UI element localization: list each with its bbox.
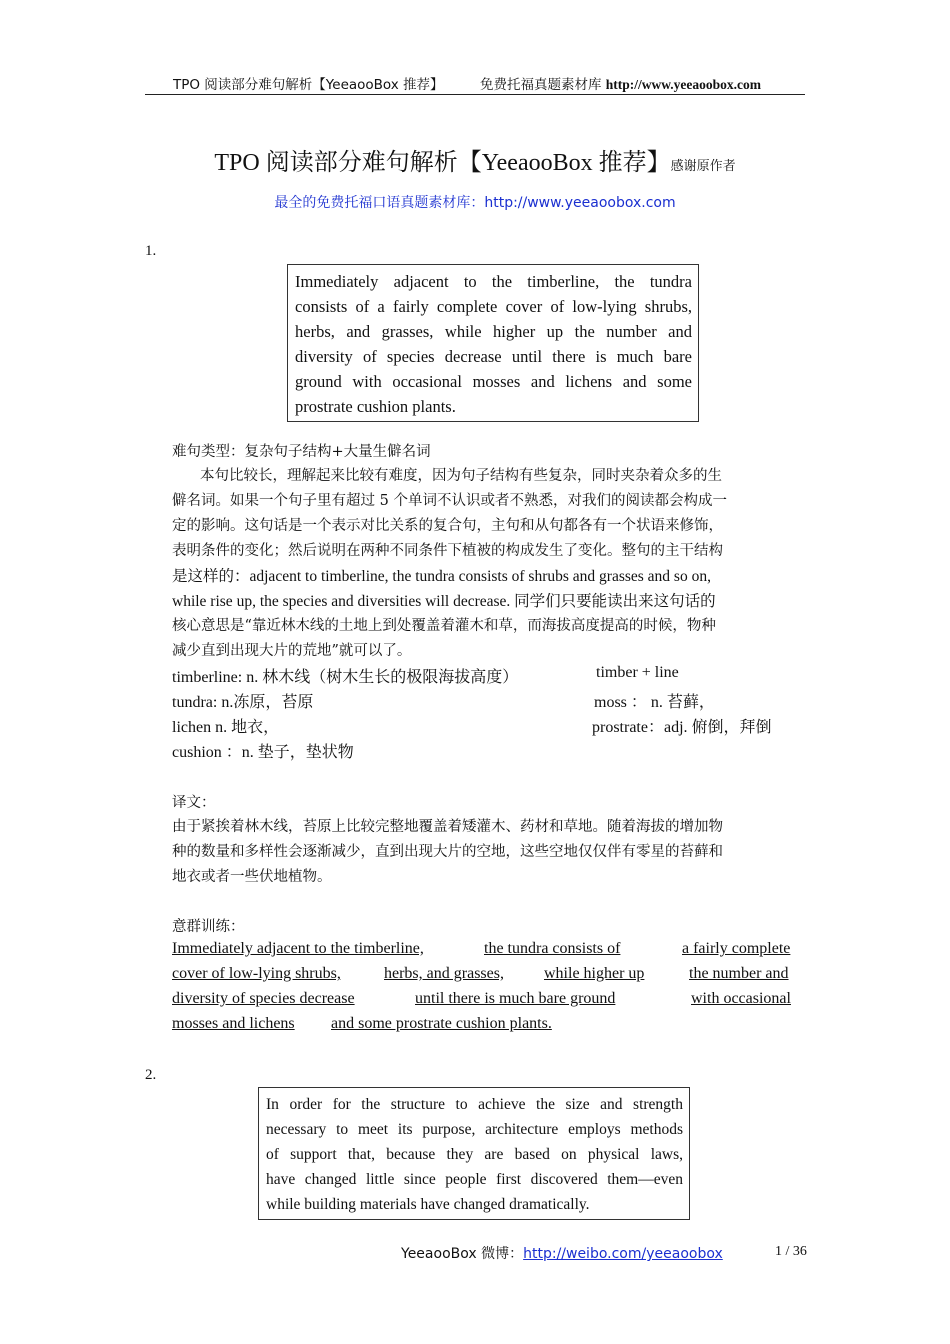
box-line: necessary to meet its purpose, architecture employs methods xyxy=(266,1121,683,1138)
title-thanks: 感谢原作者 xyxy=(670,159,736,174)
page-header xyxy=(145,70,805,95)
footer-weibo: YeeaooBox 微博：http://weibo.com/yeeaoobox xyxy=(401,1246,723,1262)
difficulty-type: 难句类型：复杂句子结构+大量生僻名词 xyxy=(172,444,431,460)
chunk: the number and xyxy=(689,965,789,982)
box-line: diversity of species decrease until there is much bare xyxy=(295,347,692,366)
box-line: while building materials have changed dramatically. xyxy=(266,1196,590,1213)
chunk: diversity of species decrease xyxy=(172,990,355,1007)
box-line: prostrate cushion plants. xyxy=(295,397,456,416)
translation-line: 由于紧挨着林木线，苔原上比较完整地覆盖着矮灌木、药材和草地。随着海拔的增加物 xyxy=(172,819,723,835)
translation-label: 译文： xyxy=(172,795,216,811)
chunk-line xyxy=(172,990,812,1015)
chunk: and some prostrate cushion plants. xyxy=(331,1015,552,1032)
chunk: until there is much bare ground xyxy=(415,990,616,1007)
weibo-link[interactable]: http://weibo.com/yeeaoobox xyxy=(523,1246,723,1262)
box-line: of support that, because they are based on physical laws, xyxy=(266,1146,683,1163)
analysis-line: 减少直到出现大片的荒地”就可以了。 xyxy=(172,643,412,659)
chunk: mosses and lichens xyxy=(172,1015,295,1032)
analysis-line: 定的影响。这句话是一个表示对比关系的复合句，主句和从句都各有一个状语来修饰， xyxy=(172,518,723,534)
chunk-line xyxy=(172,1015,812,1040)
chunk-line xyxy=(172,940,812,965)
translation-line: 种的数量和多样性会逐渐减少，直到出现大片的空地，这些空地仅仅伴有零星的苔藓和 xyxy=(172,844,723,860)
sentence-box xyxy=(287,264,699,422)
vocab-row: lichen n. 地衣， prostrate：adj. 俯倒，拜倒 xyxy=(172,719,772,736)
translation-line: 地衣或者一些伏地植物。 xyxy=(172,869,332,885)
box-line: herbs, and grasses, while higher up the number and xyxy=(295,322,692,341)
subtitle-link[interactable]: 最全的免费托福口语真题素材库：http://www.yeeaoobox.com xyxy=(274,195,676,211)
chunk: a fairly complete xyxy=(682,940,791,957)
analysis-line: 僻名词。如果一个句子里有超过 5 个单词不认识或者不熟悉，对我们的阅读都会构成一 xyxy=(172,493,727,509)
analysis-line: 是这样的：adjacent to timberline, the tundra consists of shrubs and grasses and so on, xyxy=(172,568,711,585)
analysis-line: 本句比较长，理解起来比较有难度，因为句子结构有些复杂，同时夹杂着众多的生 xyxy=(200,468,722,484)
chunk: with occasional xyxy=(691,990,791,1007)
page-number: 1 / 36 xyxy=(775,1244,807,1259)
analysis-line: 表明条件的变化；然后说明在两种不同条件下植被的构成发生了变化。整句的主干结构 xyxy=(172,543,723,559)
box-line: ground with occasional mosses and lichens and some xyxy=(295,372,692,391)
header-url[interactable]: http://www.yeeaoobox.com xyxy=(605,77,762,92)
chunk-line xyxy=(172,965,812,990)
vocab-row: cushion ：n. 垫子，垫状物 xyxy=(172,744,354,761)
analysis-line: while rise up, the species and diversities will decrease. 同学们只要能读出来这句话的 xyxy=(172,593,716,610)
box-line: consists of a fairly complete cover of low-lying shrubs, xyxy=(295,297,692,316)
header-title: TPO 阅读部分难句解析【YeeaooBox 推荐】 xyxy=(173,77,444,93)
training-label: 意群训练： xyxy=(172,919,245,935)
chunk: while higher up xyxy=(544,965,645,982)
box-line: Immediately adjacent to the timberline, the tundra xyxy=(295,272,692,291)
header-library: 免费托福真题素材库 http://www.yeeaoobox.com xyxy=(480,77,762,93)
vocab-row: tundra: n.冻原，苔原 moss ： n. 苔藓， xyxy=(172,694,715,711)
vocab-row: timberline: n. 林木线（树木生长的极限海拔高度） timber + line xyxy=(172,664,679,686)
chunk: the tundra consists of xyxy=(484,940,621,957)
analysis-line: 核心意思是“靠近林木线的土地上到处覆盖着灌木和草，而海拔高度提高的时候，物种 xyxy=(172,618,716,634)
sentence-box xyxy=(258,1087,690,1220)
chunk: Immediately adjacent to the timberline, xyxy=(172,940,424,957)
page-title: TPO 阅读部分难句解析【YeeaooBox 推荐】感谢原作者 xyxy=(214,150,736,176)
chunk: cover of low-lying shrubs, xyxy=(172,965,341,982)
analysis-paragraph xyxy=(172,464,812,664)
box-line: In order for the structure to achieve the size and strength xyxy=(266,1096,683,1113)
item-number: 1. xyxy=(145,243,157,259)
chunk: herbs, and grasses, xyxy=(384,965,504,982)
box-line: have changed little since people first discovered them—even xyxy=(266,1171,683,1188)
item-number: 2. xyxy=(145,1067,157,1083)
translation-text xyxy=(172,815,812,890)
